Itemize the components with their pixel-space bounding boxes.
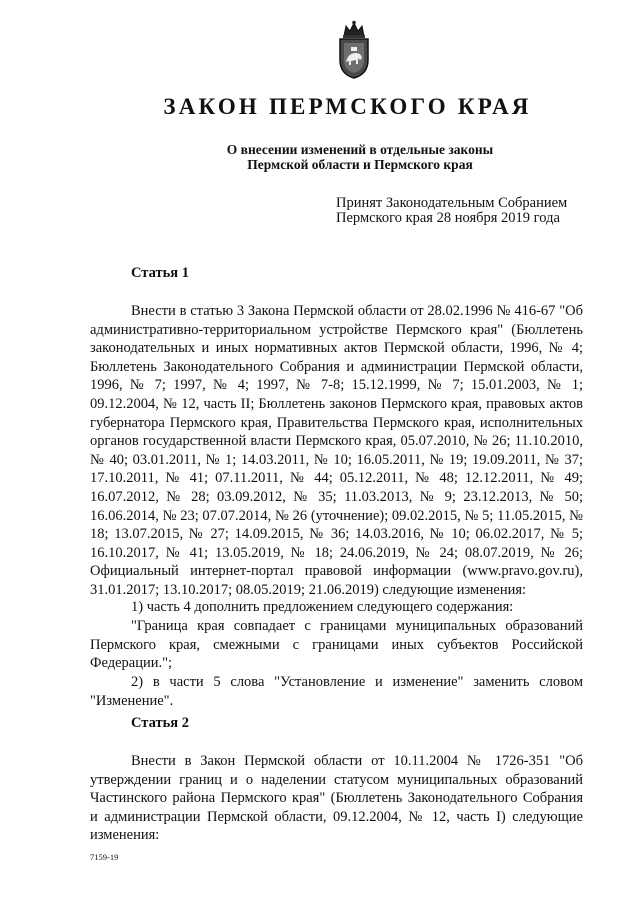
law-title: ЗАКОН ПЕРМСКОГО КРАЯ bbox=[163, 94, 532, 119]
article-1-item-1-quote: "Граница края совпадает с границами муниципальных образований Пермского края, смежными с границами иных субъектов Российской Федерации."; bbox=[90, 618, 583, 672]
adoption-line-2: Пермского края 28 ноября 2019 года bbox=[336, 210, 560, 226]
subtitle-line-1: О внесении изменений в отдельные законы bbox=[226, 142, 494, 157]
article-1-item-1: 1) часть 4 дополнить предложением следующего содержания: bbox=[131, 599, 514, 615]
document-code: 7159-19 bbox=[90, 852, 119, 862]
coat-of-arms-emblem bbox=[330, 20, 378, 80]
subtitle-line-2: Пермской области и Пермского края bbox=[247, 157, 473, 172]
article-2-heading: Статья 2 bbox=[131, 715, 189, 731]
article-1-heading: Статья 1 bbox=[131, 265, 189, 281]
article-2-intro: Внести в Закон Пермской области от 10.11.2004 № 1726-351 "Об утверждении границ и о наделении статусом муниципальных образований Частинского района Пермского края" (Бюллетень Законодательного Собрания и администрации Пермской области, 09.12.2004, № 12, часть I) следующие изменения: bbox=[90, 753, 583, 844]
article-1-intro: Внести в статью 3 Закона Пермской области от 28.02.1996 № 416-67 "Об административно-территориальном устройстве Пермского края" (Бюллетень законодательных и иных нормативных актов Пермской области, 1996, № 4; Бюллетень Законодательного Собрания и администрации Пермской области, 1996, № 7; 1997, № 4; 1997, № 7-8; 15.12.1999, № 7; 15.01.2003, № 1; 09.12.2004, № 12, часть II; Бюллетень законов Пермского края, правовых актов губернатора Пермского края, Правительства Пермского края, исполнительных органов государственной власти Пермского края, 05.07.2010, № 26; 11.10.2010, № 40; 03.01.2011, № 1; 14.03.2011, № 10; 16.05.2011, № 19; 19.09.2011, № 37; 17.10.2011, № 41; 07.11.2011, № 44; 05.12.2011, № 48; 12.12.2011, № 49; 16.07.2012, № 28; 03.09.2012, № 35; 11.03.2013, № 9; 23.12.2013, № 50; 16.06.2014, № 23; 07.07.2014, № 26 (уточнение); 09.02.2015, № 5; 11.05.2015, № 18; 13.07.2015, № 27; 14.09.2015, № 36; 14.03.2016, № 10; 06.02.2017, № 5; 16.10.2017, № 41; 13.05.2019, № 18; 24.06.2019, № 24; 08.07.2019, № 26; Официальный интернет-портал правовой информации (www.pravo.gov.ru), 31.01.2017; 13.10.2017; 08.05.2019; 21.06.2019) следующие изменения: bbox=[90, 303, 583, 598]
law-subtitle bbox=[150, 142, 570, 172]
adoption-note bbox=[336, 196, 567, 226]
article-1-item-2: 2) в части 5 слова "Установление и изменение" заменить словом "Изменение". bbox=[90, 674, 583, 709]
adoption-line-1: Принят Законодательным Собранием bbox=[336, 195, 568, 211]
